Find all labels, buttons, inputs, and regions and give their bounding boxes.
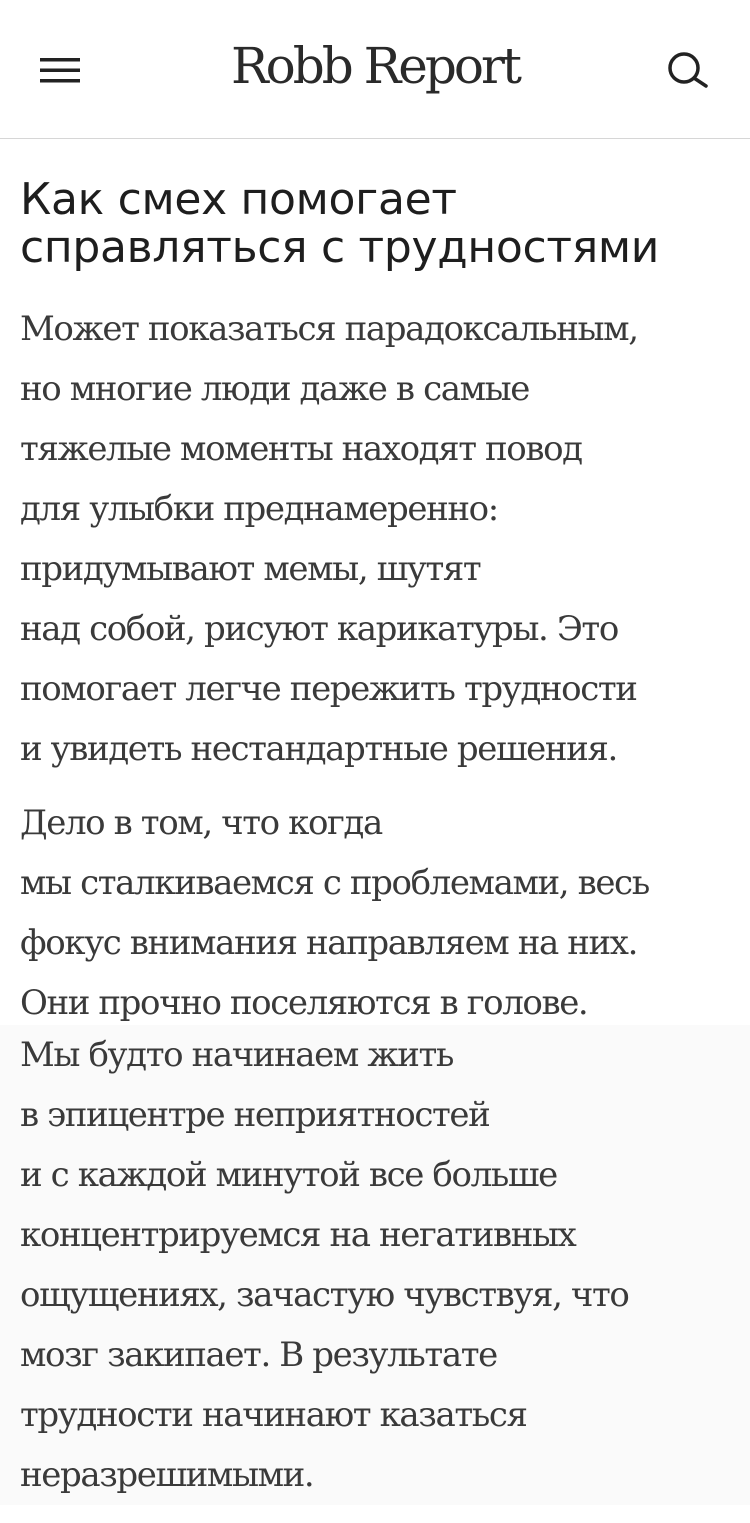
paragraph-line: мы сталкиваемся с проблемами, весь xyxy=(20,863,649,903)
search-button[interactable] xyxy=(660,46,712,92)
paragraph-line: помогает легче пережить трудности xyxy=(20,669,637,709)
hamburger-menu-icon xyxy=(36,50,84,90)
paragraph-line: ощущениях, зачастую чувствуя, что xyxy=(20,1275,629,1315)
paragraph-1 xyxy=(20,299,736,779)
paragraph-line: но многие люди даже в самые xyxy=(20,369,530,409)
paragraph-line: и с каждой минутой все больше xyxy=(20,1155,557,1195)
article-body xyxy=(20,174,736,1495)
paragraph-line: для улыбки преднамеренно: xyxy=(20,489,498,529)
site-logo[interactable]: Robb Report xyxy=(231,37,519,95)
paragraph-line: Мы будто начинаем жить xyxy=(20,1035,454,1075)
paragraph-line: мозг закипает. В результате xyxy=(20,1335,497,1375)
paragraph-line: придумывают мемы, шутят xyxy=(20,549,481,589)
search-icon xyxy=(660,46,712,92)
paragraph-line: Они прочно поселяются в голове. xyxy=(20,983,588,1023)
paragraph-line: трудности начинают казаться xyxy=(20,1395,527,1435)
paragraph-2 xyxy=(20,793,736,1033)
paragraph-line: в эпицентре неприятностей xyxy=(20,1095,490,1135)
paragraph-line: неразрешимыми. xyxy=(20,1455,314,1495)
hamburger-menu-button[interactable] xyxy=(36,50,84,90)
paragraph-line: тяжелые моменты находят повод xyxy=(20,429,582,469)
paragraph-3-container xyxy=(0,1025,750,1505)
paragraph-3 xyxy=(20,1025,750,1505)
title-line: Как смех помогает xyxy=(20,174,457,225)
title-line: справляться с трудностями xyxy=(20,222,660,273)
paragraph-line: фокус внимания направляем на них. xyxy=(20,923,637,963)
paragraph-line: Дело в том, что когда xyxy=(20,803,382,843)
paragraph-line: и увидеть нестандартные решения. xyxy=(20,729,617,769)
site-header xyxy=(0,0,750,139)
paragraph-line: над собой, рисуют карикатуры. Это xyxy=(20,609,618,649)
paragraph-line: Может показаться парадоксальным, xyxy=(20,309,638,349)
paragraph-line: концентрируемся на негативных xyxy=(20,1215,576,1255)
article-title xyxy=(20,176,736,272)
